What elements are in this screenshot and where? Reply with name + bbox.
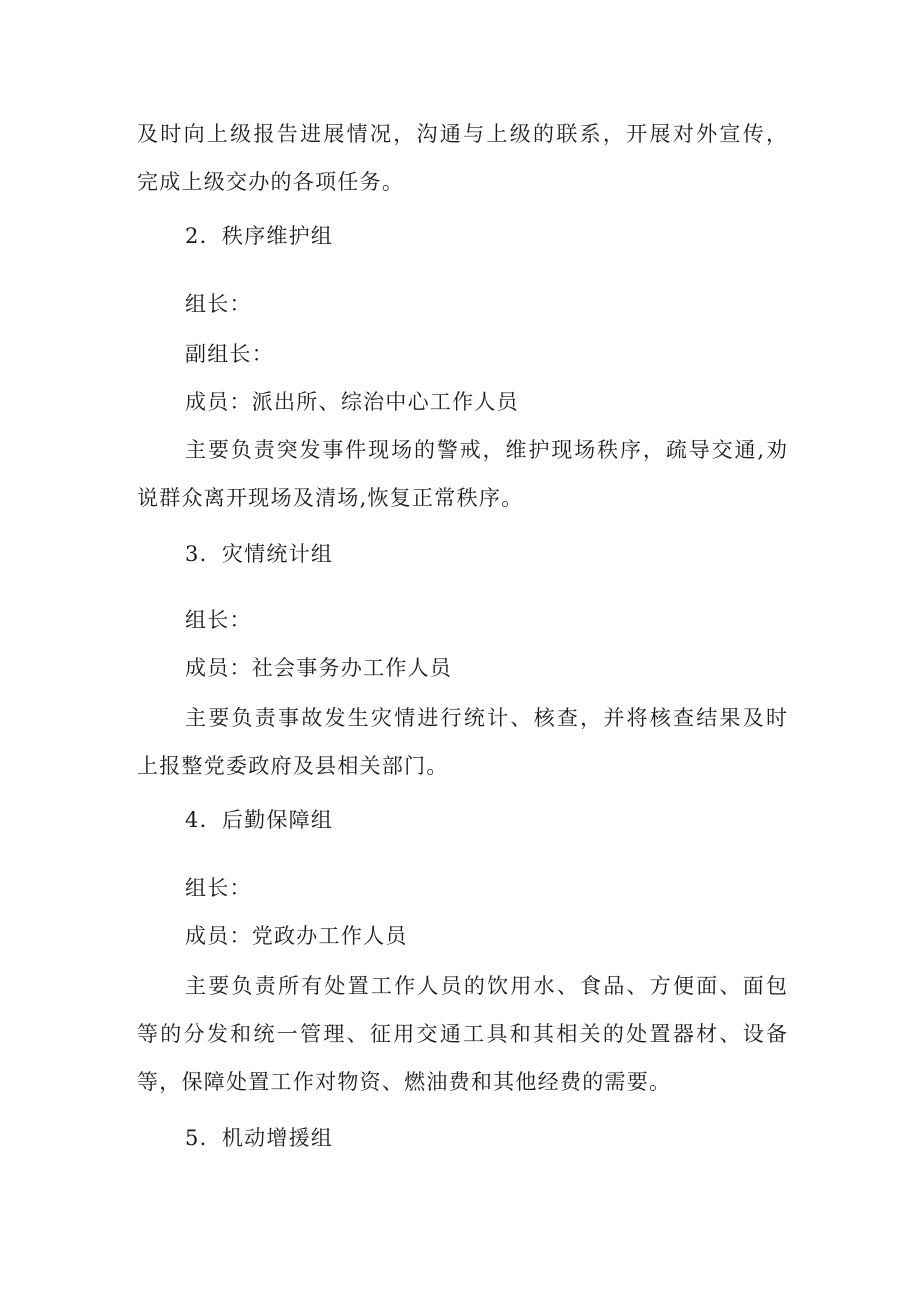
sec4-members: 成员：党政办工作人员 — [185, 924, 408, 948]
sec2-members: 成员：派出所、综治中心工作人员 — [185, 390, 519, 414]
sec4-duty-line-1: 主要负责所有处置工作人员的饮用水、食品、方便面、面包 — [185, 974, 787, 998]
sec4-leader: 组长： — [185, 876, 252, 900]
sec3-duty-line-2: 上报整党委政府及县相关部门。 — [137, 754, 449, 778]
sec2-duty-line-1: 主要负责突发事件现场的警戒，维护现场秩序，疏导交通,劝 — [185, 438, 787, 462]
sec2-deputy-leader: 副组长： — [185, 342, 275, 366]
sec3-heading: 3．灾情统计组 — [185, 542, 334, 566]
sec2-heading: 2．秩序维护组 — [185, 224, 334, 248]
sec1-text-line-2: 完成上级交办的各项任务。 — [137, 170, 405, 194]
sec3-members: 成员：社会事务办工作人员 — [185, 656, 453, 680]
sec4-duty-line-2: 等的分发和统一管理、征用交通工具和其相关的处置器材、设备 — [137, 1022, 787, 1046]
sec4-heading: 4．后勤保障组 — [185, 808, 334, 832]
sec3-duty-line-1: 主要负责事故发生灾情进行统计、核查，并将核查结果及时 — [185, 706, 787, 730]
sec4-duty-line-3: 等，保障处置工作对物资、燃油费和其他经费的需要。 — [137, 1070, 672, 1094]
sec3-leader: 组长： — [185, 608, 252, 632]
sec2-duty-line-2: 说群众离开现场及清场,恢复正常秩序。 — [137, 486, 524, 510]
sec2-leader: 组长： — [185, 292, 252, 316]
sec1-text-line-1: 及时向上级报告进展情况，沟通与上级的联系，开展对外宣传， — [137, 122, 787, 146]
sec5-heading: 5．机动增援组 — [185, 1126, 334, 1150]
